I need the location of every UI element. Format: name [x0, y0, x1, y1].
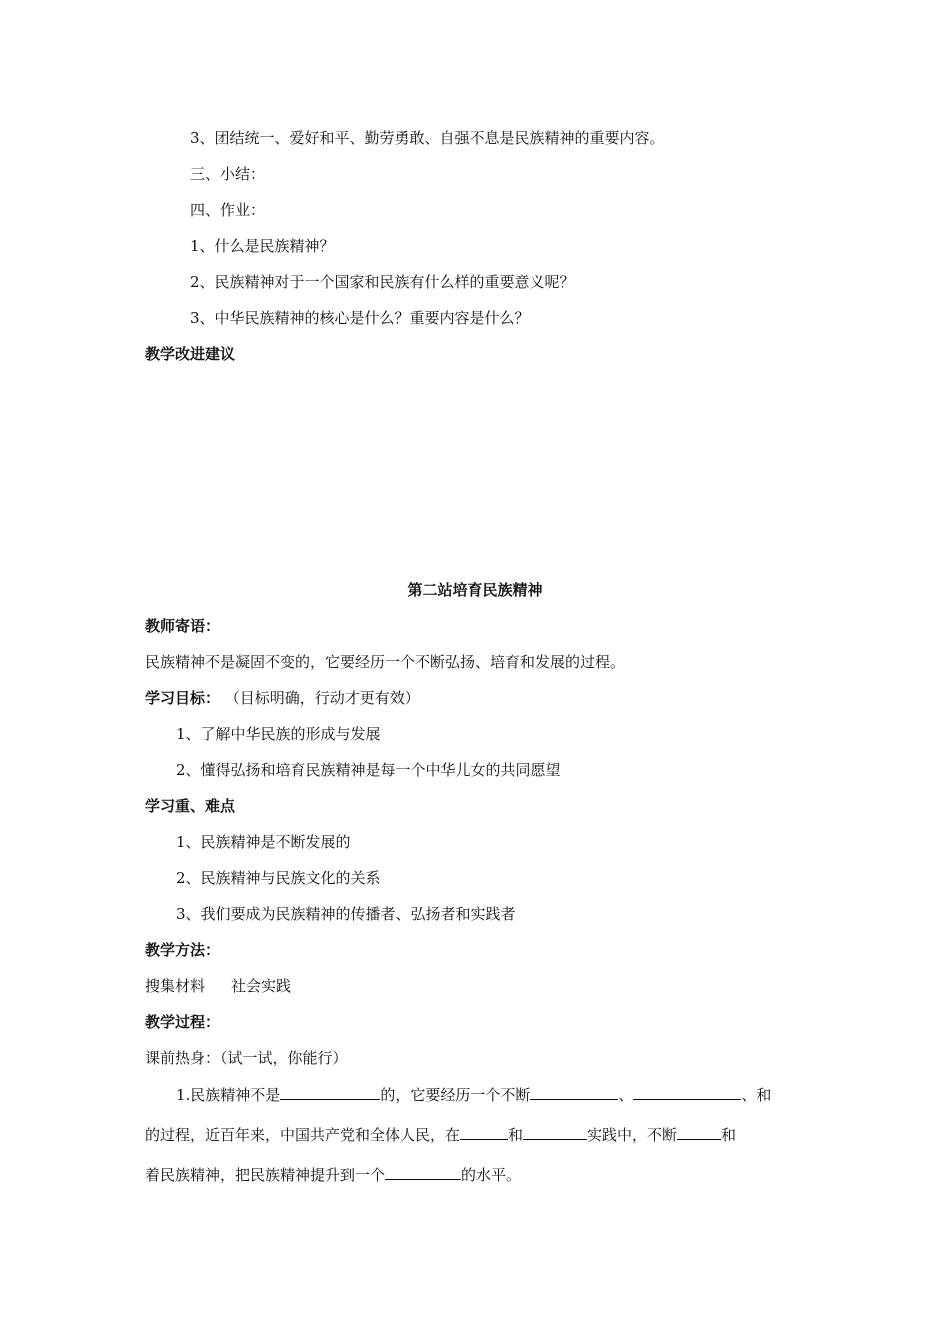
summary-heading: 三、小结：	[190, 165, 266, 183]
fill-text: 的过程，近百年来，中国共产党和全体人民，在	[145, 1126, 461, 1144]
key-point-3: 3、我们要成为民族精神的传播者、弘扬者和实践者	[176, 905, 516, 923]
teaching-methods-row	[145, 976, 291, 996]
method-collect-materials: 搜集材料	[145, 977, 206, 995]
teaching-method-label: 教学方法：	[145, 941, 221, 959]
learning-goal-1: 1、了解中华民族的形成与发展	[176, 725, 381, 743]
content-point-3: 3、团结统一、爱好和平、勤劳勇敢、自强不息是民族精神的重要内容。	[190, 129, 665, 147]
homework-question-2: 2、民族精神对于一个国家和民族有什么样的重要意义呢？	[190, 273, 575, 291]
teaching-improvement-heading: 教学改进建议	[145, 345, 236, 363]
fill-blank-line-2	[145, 1124, 736, 1145]
homework-question-3: 3、中华民族精神的核心是什么？重要内容是什么？	[190, 309, 530, 327]
answer-blank[interactable]	[530, 1084, 618, 1100]
fill-text: 1.民族精神不是	[176, 1086, 281, 1104]
teacher-message-label: 教师寄语：	[145, 617, 221, 635]
learning-goals-note: （目标明确，行动才更有效）	[224, 689, 420, 707]
section-title: 第二站培育民族精神	[407, 581, 543, 599]
answer-blank[interactable]	[280, 1084, 380, 1100]
fill-text: 的，它要经历一个不断	[380, 1086, 531, 1104]
fill-text: 、和	[741, 1086, 772, 1104]
warmup-heading: 课前热身：（试一试，你能行）	[145, 1049, 348, 1067]
teaching-process-label: 教学过程：	[145, 1013, 221, 1031]
homework-question-1: 1、什么是民族精神？	[190, 237, 335, 255]
fill-text: 着民族精神，把民族精神提升到一个	[145, 1166, 386, 1184]
fill-text: 和	[508, 1126, 524, 1144]
fill-blank-line-1	[176, 1084, 771, 1105]
learning-goals-label: 学习目标：	[145, 689, 221, 707]
answer-blank[interactable]	[677, 1124, 721, 1140]
fill-text: 和	[721, 1126, 737, 1144]
answer-blank[interactable]	[460, 1124, 508, 1140]
fill-text: 、	[618, 1086, 634, 1104]
learning-goals-row	[145, 688, 420, 708]
answer-blank[interactable]	[523, 1124, 587, 1140]
answer-blank[interactable]	[633, 1084, 741, 1100]
fill-text: 实践中，不断	[587, 1126, 678, 1144]
teacher-message-text: 民族精神不是凝固不变的，它要经历一个不断弘扬、培育和发展的过程。	[145, 653, 626, 671]
fill-text: 的水平。	[461, 1166, 522, 1184]
key-point-1: 1、民族精神是不断发展的	[176, 833, 351, 851]
learning-goal-2: 2、懂得弘扬和培育民族精神是每一个中华儿女的共同愿望	[176, 761, 561, 779]
fill-blank-line-3	[145, 1164, 521, 1185]
answer-blank[interactable]	[385, 1164, 461, 1180]
homework-heading: 四、作业：	[190, 201, 266, 219]
key-points-label: 学习重、难点	[145, 797, 236, 815]
key-point-2: 2、民族精神与民族文化的关系	[176, 869, 381, 887]
method-social-practice: 社会实践	[231, 977, 292, 995]
